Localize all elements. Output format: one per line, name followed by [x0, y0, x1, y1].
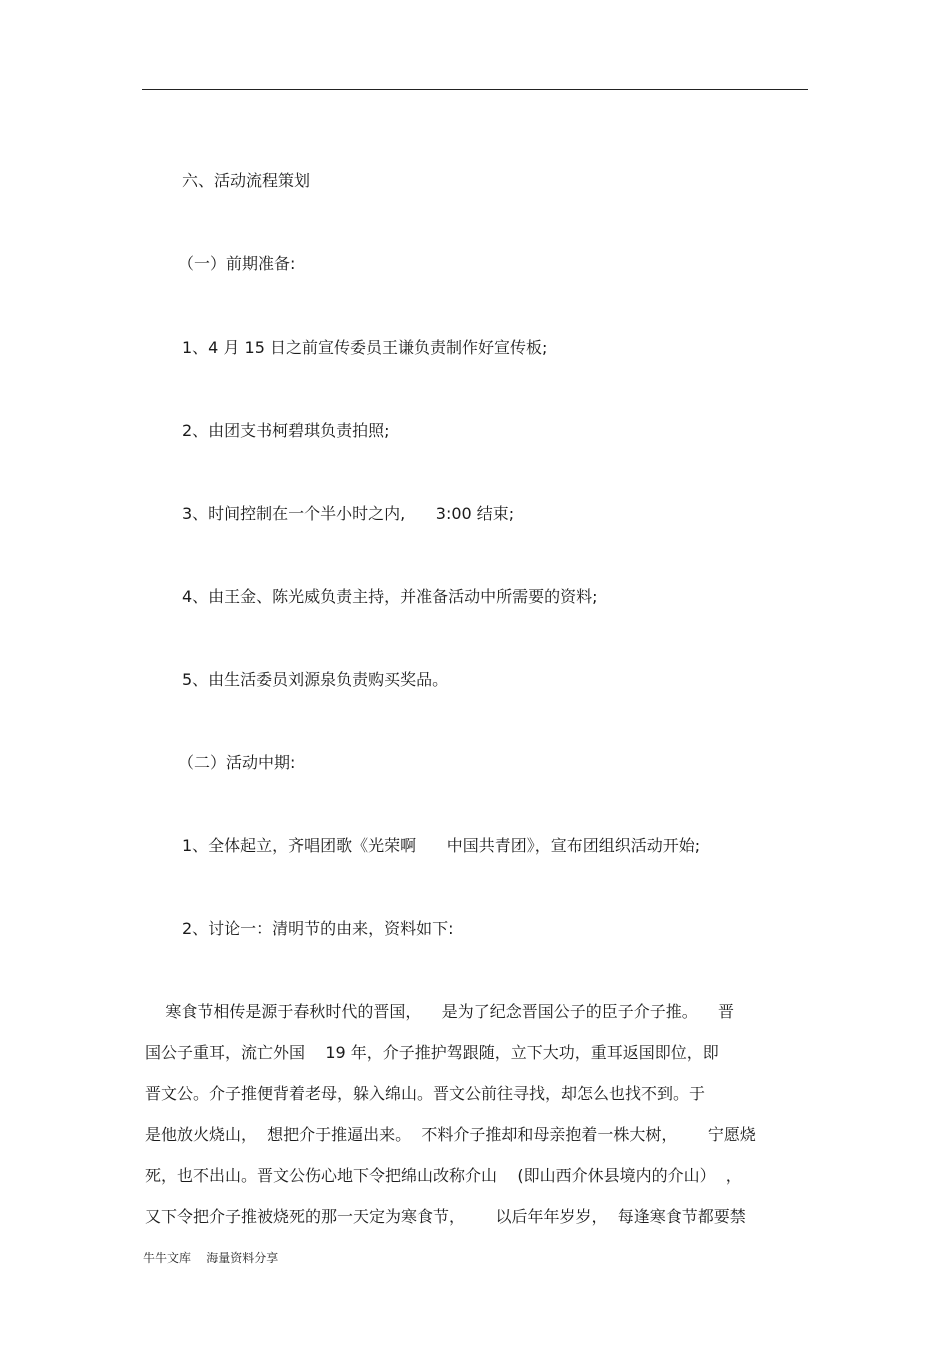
paragraph-line: 是他放火烧山， 想把介于推逼出来。 不料介子推却和母亲抱着一株大树， 宁愿烧 — [145, 1125, 756, 1144]
prep-item-5: 5、由生活委员刘源泉负责购买奖品。 — [182, 670, 449, 689]
prep-item-4: 4、由王金、陈光威负责主持，并准备活动中所需要的资料; — [182, 587, 598, 606]
paragraph-line: 死，也不出山。晋文公伤心地下令把绵山改称介山 (即山西介休县境内的介山） ， — [145, 1166, 742, 1185]
mid-heading: （二）活动中期: — [178, 753, 296, 772]
prep-item-1: 1、4 月 15 日之前宣传委员王谦负责制作好宣传板; — [182, 338, 548, 357]
mid-item-1: 1、全体起立，齐唱团歌《光荣啊 中国共青团》，宣布团组织活动开始; — [182, 836, 701, 855]
paragraph-line: 晋文公。介子推便背着老母，躲入绵山。晋文公前往寻找，却怎么也找不到。于 — [145, 1084, 706, 1103]
prep-item-2: 2、由团支书柯碧琪负责拍照; — [182, 421, 390, 440]
paragraph-line: 寒食节相传是源于春秋时代的晋国， 是为了纪念晋国公子的臣子介子推。 晋 — [145, 1002, 735, 1021]
footer-watermark: 牛牛文库 海量资料分享 — [143, 1251, 279, 1265]
header-rule — [142, 89, 808, 90]
prep-heading: （一）前期准备: — [178, 254, 296, 273]
paragraph-line: 国公子重耳，流亡外国 19 年，介子推护驾跟随，立下大功，重耳返国即位，即 — [145, 1043, 719, 1062]
mid-item-2: 2、讨论一：清明节的由来，资料如下: — [182, 919, 454, 938]
paragraph-line: 又下令把介子推被烧死的那一天定为寒食节， 以后年年岁岁， 每逢寒食节都要禁 — [145, 1207, 746, 1226]
prep-item-3: 3、时间控制在一个半小时之内, 3:00 结束; — [182, 504, 515, 523]
section-title: 六、活动流程策划 — [182, 171, 311, 190]
